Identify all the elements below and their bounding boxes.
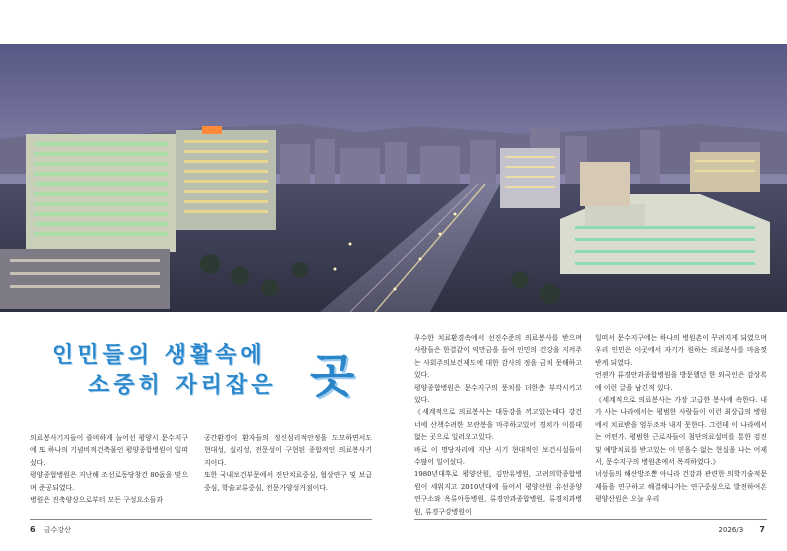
text-column-2 (204, 432, 372, 494)
paragraph: 평양종합병원은 문수지구의 풍치를 더한층 부각시키고있다. (414, 383, 582, 405)
paragraph: 일떠서 문수지구에는 하나의 병원촌이 꾸려지게 되였으며 우리 인민은 이곳에서 자기가 원하는 의료봉사를 마음껏 받게 되였다. (595, 334, 767, 367)
text-column-3 (414, 332, 582, 518)
paragraph: 《세계적으로 의료봉사는 가장 고급한 봉사에 속한다. 내가 사는 나라에서는 평범한 사람들이 이런 최상급의 병원에서 치료받을 엄두조차 내지 못한다. 그런데 이 나라에서는 어떤가. 평범한 근로자들이 첨단의료설비를 통한 검진 및 예방치료를 받고있는 이 믿을수 없는 현실을 나는 어제서, 문수지구의 병원촌에서 목격하였다.》 (595, 396, 767, 467)
paragraph: 《세계적으로 의료봉사는 대동강을 끼고있는데다 강건너에 산책수려한 모란봉을 마주하고있어 경치가 이를데 없는 곳으로 일러오고있다. (414, 408, 582, 442)
page-number-right: 7 (759, 525, 765, 534)
footer-right (719, 525, 765, 534)
headline-line-1: 인민들의 생활속에 (52, 342, 266, 368)
magazine-name: 금수강산 (43, 526, 71, 534)
text-column-1 (30, 432, 188, 506)
paragraph: 1980년대후로 평양산원, 김만유병원, 고려의학종합병원이 세워지고 2010년대에 들어서 평양산원 유선종양연구소와 옥류아동병원, 류경안과종합병원, 류경치과병원, 류경구강병원이 (414, 470, 582, 516)
footer-rule-right (414, 519, 767, 520)
paragraph: 의료봉사기지들이 즐비하게 늘어선 평양시 문수지구에 또 하나의 기념비적건축물인 평양종합병원이 일떠섰다. (30, 434, 188, 467)
page-number-left: 6 (30, 525, 36, 534)
city-night-photo (0, 44, 787, 312)
paragraph: 우수한 치료환경속에서 선진수준의 의료봉사를 받으며 사람들은 한결같이 억만금을 들여 인민의 건강을 지켜주는 사회주의보건제도에 대한 감사의 정을 금치 못해하고있다. (414, 334, 582, 380)
footer-rule-left (30, 519, 372, 520)
paragraph: 언젠가 류경안과종합병원을 방문했던 한 외국인은 감상록에 이런 글을 남긴적 있다. (595, 371, 767, 392)
paragraph: 평양종합병원은 지난해 조선로동당창건 80돐을 맞으며 준공되였다. (30, 471, 188, 492)
paragraph: 녀성들의 해산방조뿐 아니라 건강과 관련한 의학기술적문제들을 연구하고 해결해나가는 연구중심으로 발전하여온 평양산원은 오늘 우리 (595, 470, 767, 504)
paragraph: 바로 이 명당자리에 지난 시기 현대적인 보건시설들이 수많이 일어섰다. (414, 445, 582, 467)
issue-date: 2026/3 (718, 526, 744, 534)
paragraph: 또한 국내보건부문에서 진단치료중심, 협상연구 및 보급중심, 학술교류중심, 전문가양성거점이다. (204, 471, 372, 492)
city-night-illustration (0, 44, 787, 312)
headline-line-2: 소중히 자리잡은 (88, 372, 277, 398)
paragraph: 병원은 진축양상으로부터 모든 구성요소들과 (30, 496, 164, 505)
text-column-4 (595, 332, 767, 506)
footer-left (30, 525, 71, 535)
headline-big-word: 곳 (310, 349, 355, 403)
paragraph: 공간환경이 환자들의 정신심리적안정을 도모하면서도 현대성, 실리성, 전문성이 구현된 종합적인 의료봉사기지이다. (204, 434, 372, 467)
